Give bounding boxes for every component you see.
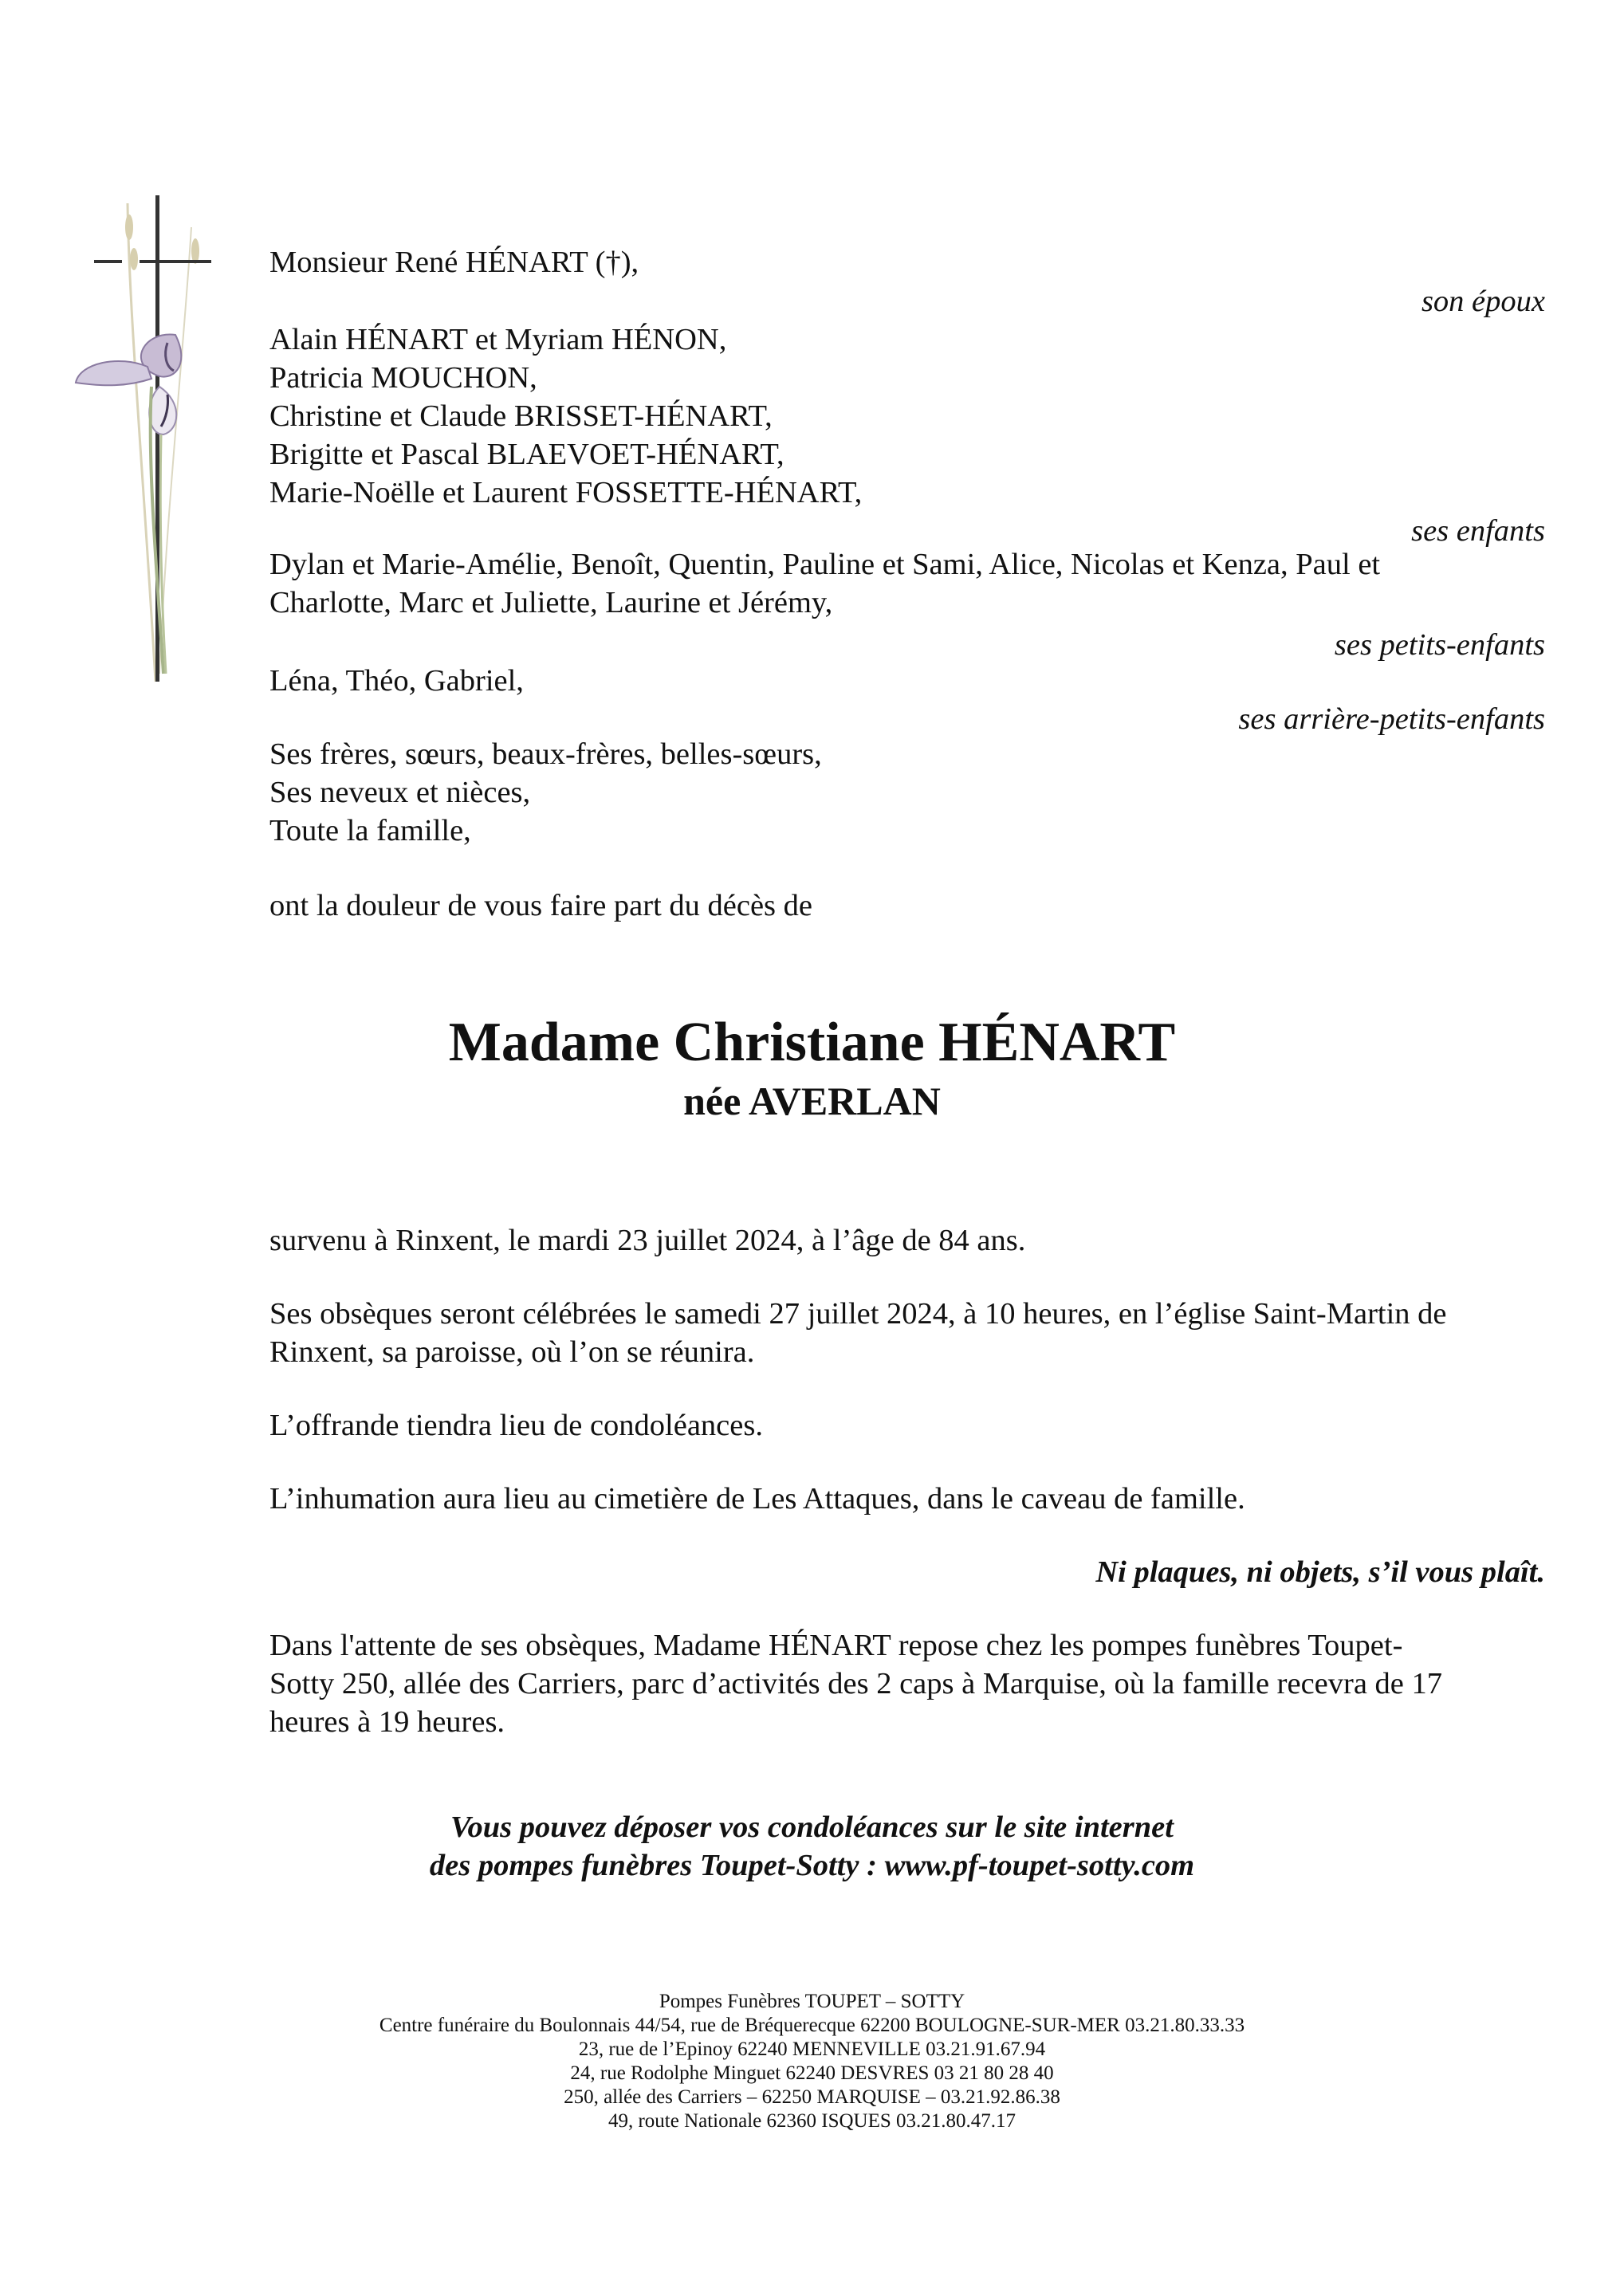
- others-line: Toute la famille,: [269, 814, 471, 847]
- children-line: Patricia MOUCHON,: [269, 361, 537, 395]
- footer-line: 250, allée des Carriers – 62250 MARQUISE – 03.21.92.86.38: [564, 2086, 1060, 2108]
- deceased-maiden-name: née AVERLAN: [683, 1079, 941, 1123]
- grandchildren-role: ses petits-enfants: [1334, 628, 1545, 662]
- great-grandchildren-role: ses arrière-petits-enfants: [1238, 702, 1545, 736]
- condolences-line: Vous pouvez déposer vos condoléances sur le site internet: [450, 1810, 1174, 1844]
- footer-line: 49, route Nationale 62360 ISQUES 03.21.80.47.17: [608, 2110, 1016, 2132]
- condolences-line: des pompes funèbres Toupet-Sotty : www.pf-toupet-sotty.com: [429, 1849, 1195, 1882]
- deceased-name: Madame Christiane HÉNART: [448, 1012, 1176, 1073]
- great-grandchildren-line: Léna, Théo, Gabriel,: [269, 664, 524, 698]
- burial-line: L’inhumation aura lieu au cimetière de Les Attaques, dans le caveau de famille.: [269, 1482, 1245, 1516]
- footer-line: Pompes Funèbres TOUPET – SOTTY: [659, 1991, 965, 2012]
- others-line: Ses frères, sœurs, beaux-frères, belles-sœurs,: [269, 737, 822, 771]
- children-role: ses enfants: [1411, 514, 1545, 548]
- spouse-role: son époux: [1421, 285, 1545, 318]
- children-line: Brigitte et Pascal BLAEVOET-HÉNART,: [269, 438, 784, 471]
- children-line: Marie-Noëlle et Laurent FOSSETTE-HÉNART,: [269, 476, 863, 509]
- repose-line: Dans l'attente de ses obsèques, Madame HÉNART repose chez les pompes funèbres Toupet-: [269, 1629, 1403, 1662]
- footer-line: 24, rue Rodolphe Minguet 62240 DESVRES 03 21 80 28 40: [570, 2062, 1054, 2084]
- others-line: Ses neveux et nièces,: [269, 776, 531, 809]
- no-plaques-notice: Ni plaques, ni objets, s’il vous plaît.: [1095, 1555, 1545, 1589]
- repose-line: heures à 19 heures.: [269, 1705, 505, 1739]
- footer-line: 23, rue de l’Epinoy 62240 MENNEVILLE 03.21.91.67.94: [578, 2038, 1046, 2060]
- children-line: Christine et Claude BRISSET-HÉNART,: [269, 399, 773, 433]
- cross-with-lilies-icon: [72, 195, 231, 690]
- spouse-line: Monsieur René HÉNART (†),: [269, 246, 639, 279]
- announcement: ont la douleur de vous faire part du décès de: [269, 889, 812, 922]
- death-details: survenu à Rinxent, le mardi 23 juillet 2024, à l’âge de 84 ans.: [269, 1224, 1026, 1257]
- funeral-line: Rinxent, sa paroisse, où l’on se réunira.: [269, 1335, 755, 1369]
- children-line: Alain HÉNART et Myriam HÉNON,: [269, 323, 727, 356]
- repose-line: Sotty 250, allée des Carriers, parc d’activités des 2 caps à Marquise, où la famille recevra de 17: [269, 1667, 1443, 1700]
- grandchildren-line: Dylan et Marie-Amélie, Benoît, Quentin, Pauline et Sami, Alice, Nicolas et Kenza, Paul et: [269, 548, 1381, 581]
- offering-line: L’offrande tiendra lieu de condoléances.: [269, 1409, 763, 1442]
- funeral-line: Ses obsèques seront célébrées le samedi 27 juillet 2024, à 10 heures, en l’église Saint-Martin de: [269, 1297, 1447, 1331]
- grandchildren-line: Charlotte, Marc et Juliette, Laurine et Jérémy,: [269, 586, 833, 619]
- footer-line: Centre funéraire du Boulonnais 44/54, rue de Bréquerecque 62200 BOULOGNE-SUR-MER 03.21.80.33.33: [379, 2015, 1245, 2036]
